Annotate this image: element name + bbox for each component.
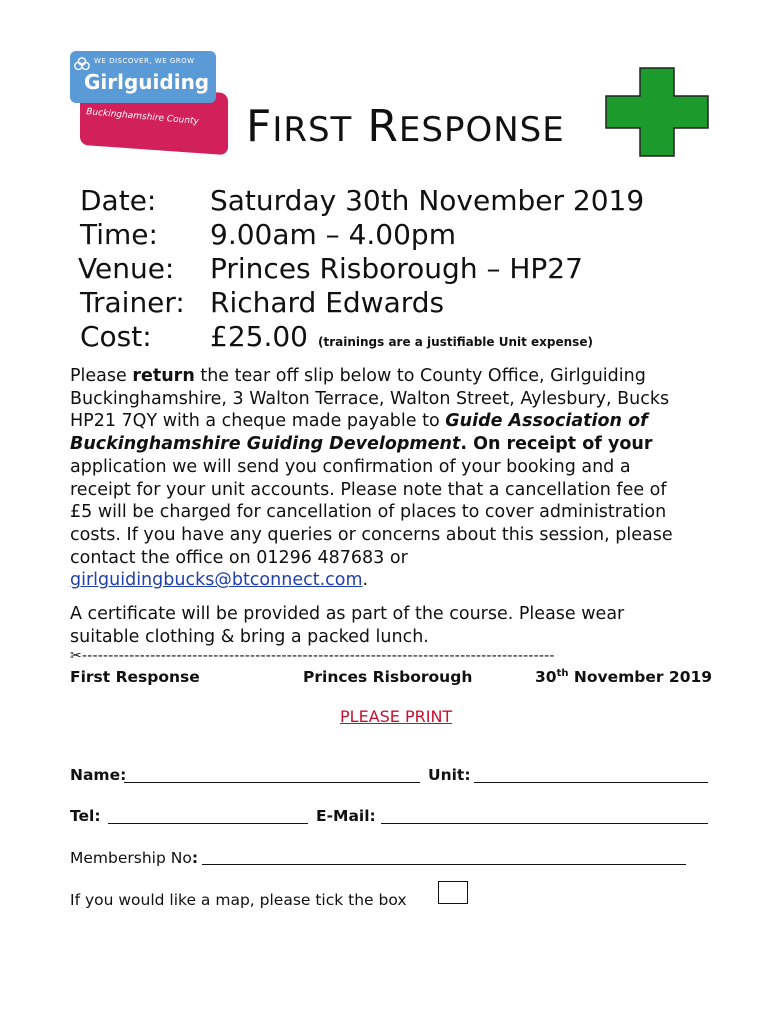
date-label: Date: xyxy=(80,184,157,217)
slip-date: 30th November 2019 xyxy=(535,668,713,687)
time-value: 9.00am – 4.00pm xyxy=(210,218,456,251)
venue-label: Venue: xyxy=(78,252,175,285)
cost-note: (trainings are a justifiable Unit expense) xyxy=(317,335,593,349)
please-print-heading: PLEASE PRINT xyxy=(340,707,453,726)
map-label: If you would like a map, please tick the box xyxy=(70,891,407,909)
logo-county-name: Buckinghamshire County xyxy=(85,107,200,127)
unit-field[interactable] xyxy=(474,782,708,783)
slip-venue: Princes Risborough xyxy=(303,668,473,686)
logo-tagline: WE DISCOVER, WE GROW xyxy=(94,57,195,65)
cost-row xyxy=(80,320,593,353)
tel-field[interactable] xyxy=(108,823,308,824)
trainer-label: Trainer: xyxy=(80,286,185,319)
certificate-paragraph: A certificate will be provided as part of the course. Please wear suitable clothing & bring a packed lunch. xyxy=(70,604,625,647)
email-field[interactable] xyxy=(381,823,708,824)
name-field[interactable] xyxy=(124,782,420,783)
tear-off-line: ✂------------------------------------------------------------------------------------------ xyxy=(70,648,555,664)
cost-value: £25.00 xyxy=(210,320,308,353)
map-checkbox[interactable] xyxy=(438,881,468,904)
trainer-value: Richard Edwards xyxy=(210,286,445,319)
membership-field[interactable] xyxy=(202,864,686,865)
scissors-icon: ✂ xyxy=(70,648,82,664)
instructions-paragraph: Please return the tear off slip below to County Office, Girlguiding Buckinghamshire, 3 Walton Terrace, Walton Street, Aylesbury, Bucks HP21 7QY with a cheque made payable to Guide Association of Buckinghamshire Guiding Development. On receipt of your application we will send you confirmation of your booking and a receipt for your unit accounts. Please note that a cancellation fee of £5 will be charged for cancellation of places to cover administration costs. If you have any queries or concerns about this session, please contact the office on 01296 487683 or girlguidingbucks@btconnect.com. xyxy=(70,366,673,591)
cost-value-group xyxy=(210,320,593,353)
venue-row xyxy=(78,252,583,285)
time-label: Time: xyxy=(80,218,158,251)
tel-label: Tel: xyxy=(70,807,101,825)
email-link[interactable]: girlguidingbucks@btconnect.com xyxy=(70,570,363,591)
membership-label: Membership No: xyxy=(70,849,199,867)
unit-label: Unit: xyxy=(428,766,471,784)
name-label: Name: xyxy=(70,766,127,784)
date-value: Saturday 30th November 2019 xyxy=(210,184,645,217)
trainer-row xyxy=(80,286,445,319)
first-aid-cross-icon xyxy=(604,66,710,158)
date-row xyxy=(80,184,645,217)
time-row xyxy=(80,218,456,251)
logo-brand-name: Girlguiding xyxy=(84,70,210,94)
cost-label: Cost: xyxy=(80,320,152,353)
page-title: FIRST RESPONSE xyxy=(246,101,565,152)
venue-value: Princes Risborough – HP27 xyxy=(210,252,583,285)
email-label: E-Mail: xyxy=(316,807,376,825)
slip-course: First Response xyxy=(70,668,200,686)
